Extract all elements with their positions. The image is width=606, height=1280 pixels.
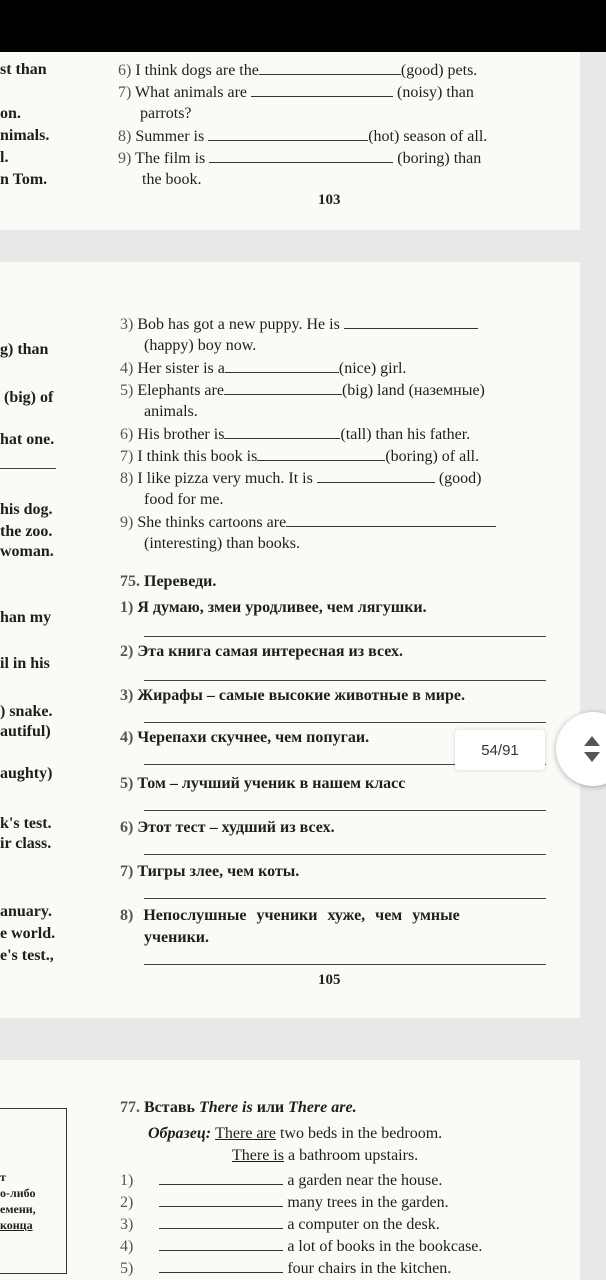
translate-item: 5) Том – лучший ученик в нашем класс: [120, 775, 406, 792]
left-fragment: конца: [0, 1218, 33, 1232]
fill-item: 1) a garden near the house.: [120, 1172, 443, 1189]
left-fragment: nimals.: [0, 127, 50, 144]
translate-item: 1) Я думаю, змеи уродливее, чем лягушки.: [120, 599, 427, 616]
page-103: [0, 52, 580, 230]
left-fragment: the zoo.: [0, 523, 53, 540]
left-fragment: aughty): [0, 765, 53, 782]
exercise-item: parrots?: [140, 105, 192, 122]
left-fragment: autiful): [0, 723, 51, 740]
left-fragment: han my: [0, 609, 52, 626]
answer-line: [144, 636, 546, 637]
left-fragment: woman.: [0, 543, 54, 560]
left-fragment: т: [0, 1170, 6, 1184]
answer-line: [144, 854, 546, 855]
exercise-item: 5) Elephants are (big) land (наземные): [120, 382, 485, 399]
left-fragment: n Tom.: [0, 171, 48, 188]
fill-item: 3) a computer on the desk.: [120, 1216, 440, 1233]
up-down-arrows-icon: [568, 734, 606, 764]
left-fragment: о-либо: [0, 1186, 36, 1200]
exercise-item: the book.: [142, 171, 202, 188]
exercise-item: 7) What animals are (noisy) than: [118, 84, 474, 101]
side-box: [0, 1108, 67, 1274]
page-counter-badge: 54/91: [455, 730, 545, 770]
fill-item: 4) a lot of books in the bookcase.: [120, 1238, 483, 1255]
exercise-item: 8) Summer is (hot) season of all.: [118, 128, 488, 145]
example-line: Образец: There are two beds in the bedroom.: [148, 1125, 443, 1142]
task-heading: 75. Переведи.: [120, 573, 217, 590]
left-fragment: e's test.,: [0, 947, 54, 964]
answer-line: [144, 680, 546, 681]
left-fragment: ir class.: [0, 835, 52, 852]
translate-item: 3) Жирафы – самые высокие животные в мире.: [120, 687, 465, 704]
exercise-item: 6) His brother is (tall) than his father.: [120, 426, 471, 443]
exercise-item: 7) I think this book is (boring) of all.: [120, 448, 480, 465]
fill-item: 5) four chairs in the kitchen.: [120, 1260, 452, 1277]
exercise-item: food for me.: [144, 491, 224, 508]
left-fragment: st than: [0, 61, 47, 78]
exercise-item: 6) I think dogs are the (good) pets.: [118, 62, 478, 79]
translate-item: 6) Этот тест – худший из всех.: [120, 819, 335, 836]
exercise-item: 4) Her sister is a (nice) girl.: [120, 360, 407, 377]
left-fragment: ) snake.: [0, 703, 53, 720]
answer-line: [144, 964, 546, 965]
answer-line: [144, 810, 546, 811]
page-number: 105: [318, 972, 341, 988]
exercise-item: 9) She thinks cartoons are: [120, 512, 496, 533]
left-fragment: k's test.: [0, 815, 52, 832]
translate-item: 4) Черепахи скучнее, чем попугаи.: [120, 729, 370, 746]
example-line: There is a bathroom upstairs.: [232, 1147, 419, 1164]
translate-item: 2) Эта книга самая интересная из всех.: [120, 643, 404, 660]
left-fragment: емени,: [0, 1202, 36, 1216]
left-fragment: l.: [0, 149, 9, 166]
left-fragment: g) than: [0, 341, 49, 358]
answer-line: [144, 898, 546, 899]
task-heading: 77. Вставь There is или There are.: [120, 1099, 357, 1116]
page-105: [0, 262, 580, 1018]
left-fragment: on.: [0, 105, 21, 122]
translate-item: ученики.: [144, 929, 209, 946]
answer-line: [144, 722, 546, 723]
left-fragment: e world.: [0, 925, 56, 942]
fill-item: 2) many trees in the garden.: [120, 1194, 449, 1211]
translate-item: 8) Непослушные ученики хуже, чем умные: [120, 907, 460, 924]
exercise-item: 9) The film is (boring) than: [118, 150, 482, 167]
exercise-item: animals.: [144, 403, 198, 420]
translate-item: 7) Тигры злее, чем коты.: [120, 863, 300, 880]
exercise-item: 3) Bob has got a new puppy. He is: [120, 314, 478, 335]
left-fragment: his dog.: [0, 501, 53, 518]
left-fragment: il in his: [0, 655, 50, 672]
left-fragment: hat one.: [0, 431, 55, 448]
exercise-item: 8) I like pizza very much. It is (good): [120, 470, 482, 487]
page-number: 103: [318, 192, 341, 208]
left-fragment: anuary.: [0, 903, 53, 920]
exercise-item: (happy) boy now.: [144, 337, 257, 354]
status-bar: [0, 0, 606, 52]
exercise-item: (interesting) than books.: [144, 535, 300, 552]
left-fragment: (big) of: [4, 389, 54, 406]
page-next: [0, 1060, 580, 1280]
